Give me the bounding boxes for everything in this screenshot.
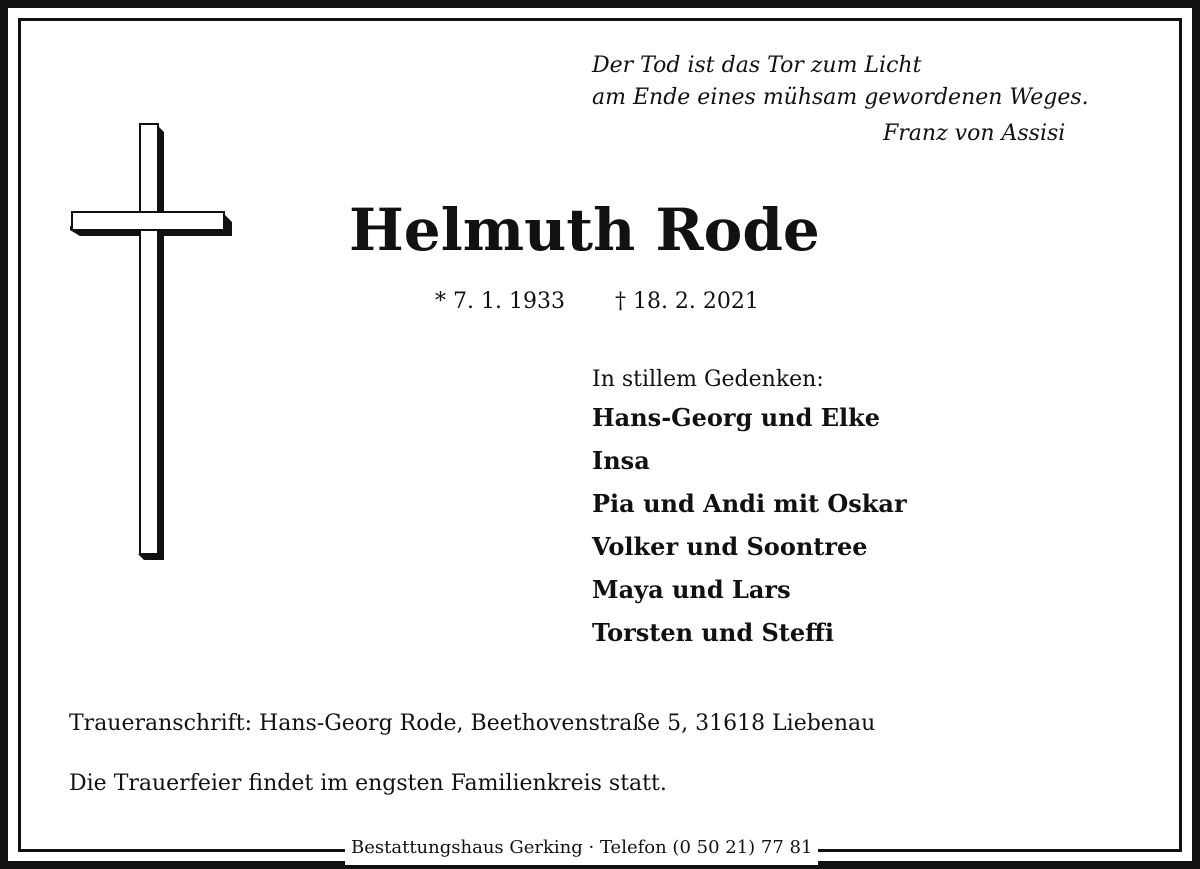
quote: [592, 50, 1152, 114]
mourner-name: Insa: [592, 446, 650, 475]
mourner-name: Torsten und Steffi: [592, 618, 834, 647]
mourner-name: Hans-Georg und Elke: [592, 403, 881, 432]
death-date: † 18. 2. 2021: [614, 289, 759, 314]
mourning-address: Traueranschrift: Hans-Georg Rode, Beethovenstraße 5, 31618 Liebenau: [69, 711, 876, 736]
funeral-home-footer: Bestattungshaus Gerking · Telefon (0 50 21) 77 81: [345, 835, 818, 865]
birth-date: * 7. 1. 1933: [435, 289, 565, 314]
mourner-name: Maya und Lars: [592, 575, 791, 604]
ceremony-note: Die Trauerfeier findet im engsten Familienkreis statt.: [69, 771, 667, 796]
mourner-name: Volker und Soontree: [592, 532, 868, 561]
cross-icon: [66, 120, 238, 560]
deceased-name: Helmuth Rode: [349, 196, 820, 264]
quote-author: Franz von Assisi: [883, 121, 1066, 146]
mourner-name: Pia und Andi mit Oskar: [592, 489, 907, 518]
life-dates: [435, 289, 759, 314]
mourners-intro: In stillem Gedenken:: [592, 367, 824, 392]
quote-line-2: am Ende eines mühsam gewordenen Weges.: [592, 85, 1089, 110]
mourners-block: [592, 364, 907, 654]
quote-line-1: Der Tod ist das Tor zum Licht: [592, 53, 922, 78]
